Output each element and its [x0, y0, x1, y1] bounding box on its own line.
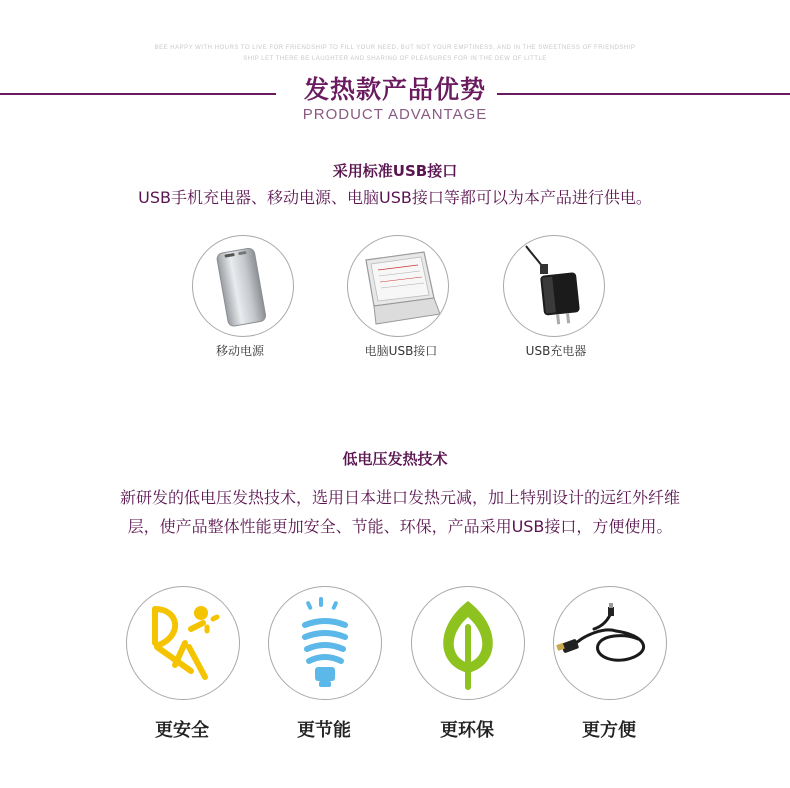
energy-circle	[268, 586, 382, 700]
page-subtitle: PRODUCT ADVANTAGE	[302, 106, 488, 123]
feature-convenience-label: 更方便	[582, 720, 636, 741]
usb-charger-circle	[503, 235, 605, 337]
tech-section-heading: 低电压发热技术	[342, 450, 448, 468]
tech-text-line-2: 层，使产品整体性能更加安全、节能、环保，产品采用USB接口，方便使用。	[127, 517, 673, 536]
usb-charger-label: USB充电器	[525, 344, 587, 358]
usb-charger-icon	[504, 236, 604, 336]
safety-circle	[126, 586, 240, 700]
page-title: 发热款产品优势	[303, 75, 486, 104]
laptop-icon	[348, 236, 448, 336]
leaf-icon	[412, 587, 524, 699]
power-bank-label: 移动电源	[215, 344, 264, 358]
eco-circle	[411, 586, 525, 700]
feature-energy-label: 更节能	[297, 720, 351, 741]
decorative-quote-line-2: SHIP LET THERE BE LAUGHTER AND SHARING OF PLEASURES FOR IN THE DEW OF LITTLE	[243, 56, 547, 62]
laptop-circle	[347, 235, 449, 337]
laptop-usb-label: 电脑USB接口	[364, 344, 438, 358]
airbag-safety-icon	[127, 587, 239, 699]
power-bank-circle	[192, 235, 294, 337]
tech-text-line-1: 新研发的低电压发热技术，选用日本进口发热元减，加上特别设计的远红外纤维	[119, 488, 680, 507]
usb-cable-icon	[554, 587, 666, 699]
usb-section-text: USB手机充电器、移动电源、电脑USB接口等都可以为本产品进行供电。	[138, 188, 652, 207]
feature-safety-label: 更安全	[155, 720, 209, 741]
power-bank-icon	[193, 236, 293, 336]
energy-saving-bulb-icon	[269, 587, 381, 699]
feature-eco-label: 更环保	[440, 720, 494, 741]
convenience-circle	[553, 586, 667, 700]
decorative-quote-line-1: BEE HAPPY WITH HOURS TO LIVE FOR FRIENDSHIP TO FILL YOUR NEED, BUT NOT YOUR EMPTINESS. AND IN THE SWEETNESS OF FRIENDSHIP	[154, 45, 636, 51]
usb-section-heading: 采用标准USB接口	[332, 162, 458, 180]
